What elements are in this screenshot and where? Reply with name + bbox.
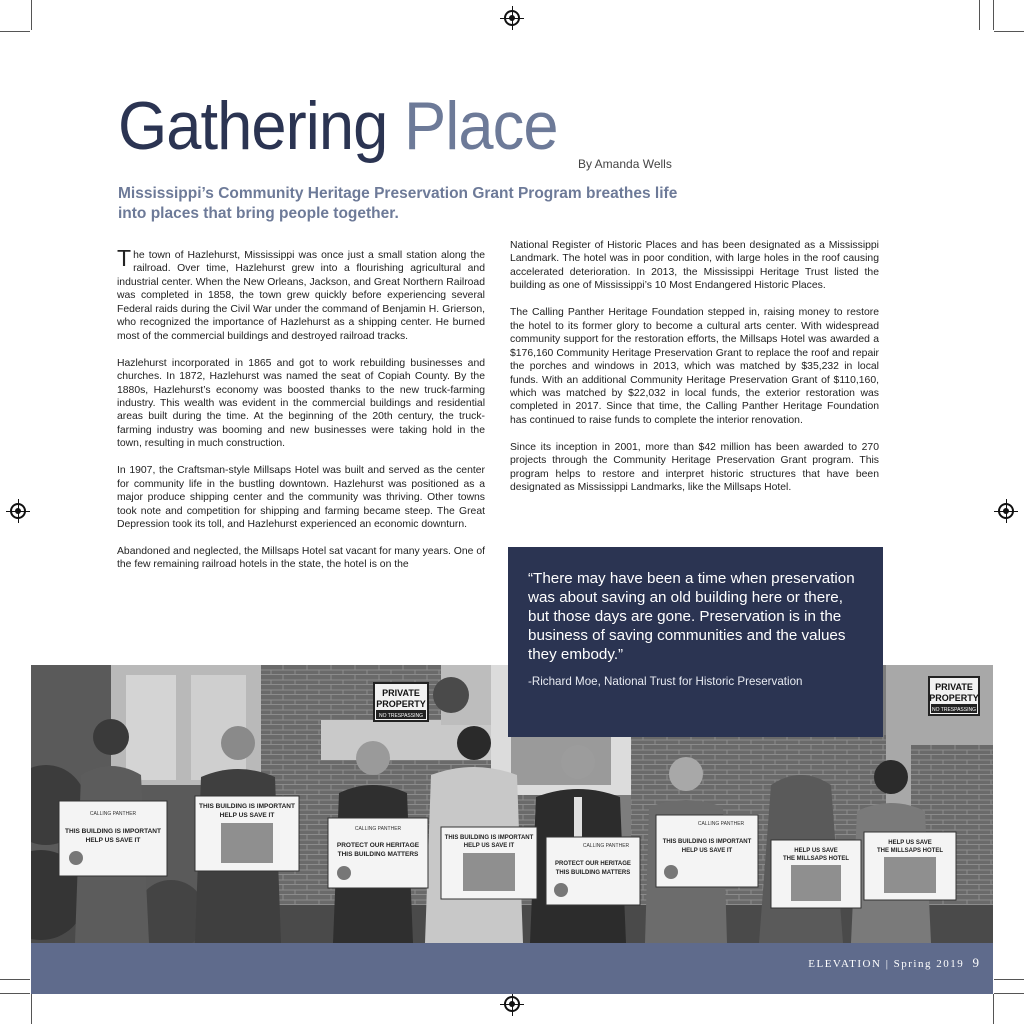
registration-mark-icon: [10, 503, 26, 519]
issue-label: Spring 2019: [893, 958, 965, 970]
sign-text: HELP US SAVE IT: [85, 837, 141, 844]
sign-text: CALLING PANTHER: [697, 821, 745, 827]
sign-text: NO TRESPASSING: [932, 707, 976, 713]
sign-text: CALLING PANTHER: [582, 843, 630, 849]
protest-sign: [441, 827, 537, 899]
crop-mark: [993, 994, 994, 1024]
protest-sign: [546, 837, 640, 905]
sign-text: HELP US SAVE IT: [219, 812, 275, 819]
sign-text: PROTECT OUR HERITAGE: [555, 861, 631, 867]
registration-mark-icon: [504, 10, 520, 26]
sign-text: PROTECT OUR HERITAGE: [336, 842, 420, 849]
crop-mark: [994, 31, 1024, 32]
article-column-left: [117, 245, 485, 585]
crop-mark: [0, 31, 30, 32]
registration-mark-icon: [998, 503, 1014, 519]
pull-quote: [508, 547, 883, 737]
sign-text: CALLING PANTHER: [354, 826, 402, 832]
article-headline: [118, 88, 558, 164]
sign-text: HELP US SAVE IT: [463, 843, 515, 849]
folio-separator: |: [885, 958, 890, 970]
sign-text: THIS BUILDING MATTERS: [337, 851, 419, 858]
sign-text: HELP US SAVE: [794, 848, 838, 854]
protest-sign: [771, 840, 861, 908]
headline-word-place: Place: [404, 88, 558, 164]
crop-mark: [979, 0, 980, 30]
paragraph: Since its inception in 2001, more than $42 million has been awarded to 270 projects through the Community Heritage Preservation Grant program. This program helps to restore and interpret historic structures that have been designated as Mississippi Landmarks, like the Millsaps Hotel.: [510, 441, 879, 494]
crop-mark: [994, 979, 1024, 980]
sign-text: NO TRESPASSING: [379, 713, 423, 719]
footer-band: [31, 943, 993, 994]
protest-sign: [656, 815, 758, 887]
sign-text: PROPERTY: [376, 699, 426, 709]
sign-text: PRIVATE: [382, 688, 420, 698]
paragraph: Hazlehurst incorporated in 1865 and got to work rebuilding businesses and churches. In 1872, Hazlehurst was named the seat of Copiah County. By the 1880s, Hazlehurst’s economy was boosted thanks to the new truck-farming industry. This wealth was evident in the commercial buildings and residential areas built during the time. At the beginning of the 20th century, the truck-farming industry was booming and new businesses were taking hold in the town, resulting in much construction.: [117, 357, 485, 450]
protest-sign: [328, 818, 428, 888]
crop-mark: [0, 993, 30, 994]
paragraph: In 1907, the Craftsman-style Millsaps Hotel was built and served as the center for community life in the bustling downtown. Hazlehurst was positioned as a major produce shipping center and the community was thriving. Other towns took note and competition for shipping and farming became steep. The Great Depression took its toll, and Hazlehurst experienced an economic downturn.: [117, 465, 485, 531]
sign-text: HELP US SAVE IT: [681, 848, 733, 854]
protest-sign: [864, 832, 956, 900]
pull-quote-attribution: -Richard Moe, National Trust for Historic Preservation: [528, 675, 803, 688]
paragraph: The Calling Panther Heritage Foundation stepped in, raising money to restore the hotel to its former glory to become a cultural arts center. With widespread community support for the restoration efforts, the Millsaps Hotel was awarded a $176,160 Community Heritage Preservation Grant to replace the roof and repair the porches and windows in 2013, which was matched by $35,232 in local funds. With an additional Community Heritage Preservation Grant of $110,160, which was matched by $22,032 in local funds, the exterior restoration was completed in 2017. Since that time, the Calling Panther Heritage Foundation has continued to raise funds to complete the interior renovation.: [510, 307, 879, 426]
sign-text: THIS BUILDING IS IMPORTANT: [199, 803, 295, 810]
paragraph: Abandoned and neglected, the Millsaps Hotel sat vacant for many years. One of the few remaining railroad hotels in the state, the hotel is on the: [117, 545, 485, 571]
paragraph-text: he town of Hazlehurst, Mississippi was once just a small station along the railroad. Over time, Hazlehurst grew into a flourishing agricultural and industrial center. When the New Orleans, Jackson, and Great Northern Railroad was completed in 1858, the town grew quickly before experiencing several Federal raids during the Civil War under the command of Benjamin H. Grierson, who recognized the importance of Hazlehurst as a shipping center. He burned most of the commercial buildings and destroyed railroad tracks.: [117, 250, 485, 342]
crop-mark: [31, 994, 32, 1024]
crop-mark: [994, 993, 1024, 994]
crop-mark: [31, 0, 32, 30]
crop-mark: [993, 0, 994, 30]
sign-text: PROPERTY: [929, 693, 979, 703]
pull-quote-text: “There may have been a time when preservation was about saving an old building here or there, but those days are gone. Preservation is in the business of saving communities and the values they embody.”: [528, 570, 855, 663]
drop-cap: T: [117, 245, 132, 271]
magazine-name: ELEVATION: [808, 958, 882, 970]
paragraph: National Register of Historic Places and has been designated as a Mississippi Landmark. The hotel was in poor condition, with large holes in the roof causing accelerated deterioration. In 2013, the Mississippi Heritage Trust listed the building as one of Mississippi’s 10 Most Endangered Historic Places.: [510, 240, 879, 292]
article-column-right: [510, 239, 879, 508]
sign-text: THIS BUILDING IS IMPORTANT: [65, 828, 161, 835]
sign-text: CALLING PANTHER: [89, 811, 137, 817]
sign-text: THIS BUILDING IS IMPORTANT: [662, 839, 752, 845]
page-number: 9: [972, 955, 979, 970]
crop-mark: [0, 979, 30, 980]
folio: [808, 955, 979, 971]
registration-mark-icon: [504, 996, 520, 1012]
article-dek: Mississippi’s Community Heritage Preservation Grant Program breathes life into places that bring people together.: [118, 185, 678, 223]
sign-text: THE MILLSAPS HOTEL: [877, 848, 943, 854]
sign-text: THIS BUILDING MATTERS: [555, 870, 631, 876]
sign-text: HELP US SAVE: [888, 840, 932, 846]
sign-text: PRIVATE: [935, 682, 973, 692]
protest-sign: [59, 801, 167, 876]
sign-text: THIS BUILDING IS IMPORTANT: [444, 835, 534, 841]
protest-sign: [195, 796, 299, 871]
sign-text: THE MILLSAPS HOTEL: [783, 856, 849, 862]
paragraph: [117, 245, 485, 343]
headline-word-gathering: Gathering: [118, 88, 388, 164]
byline: By Amanda Wells: [578, 157, 672, 171]
